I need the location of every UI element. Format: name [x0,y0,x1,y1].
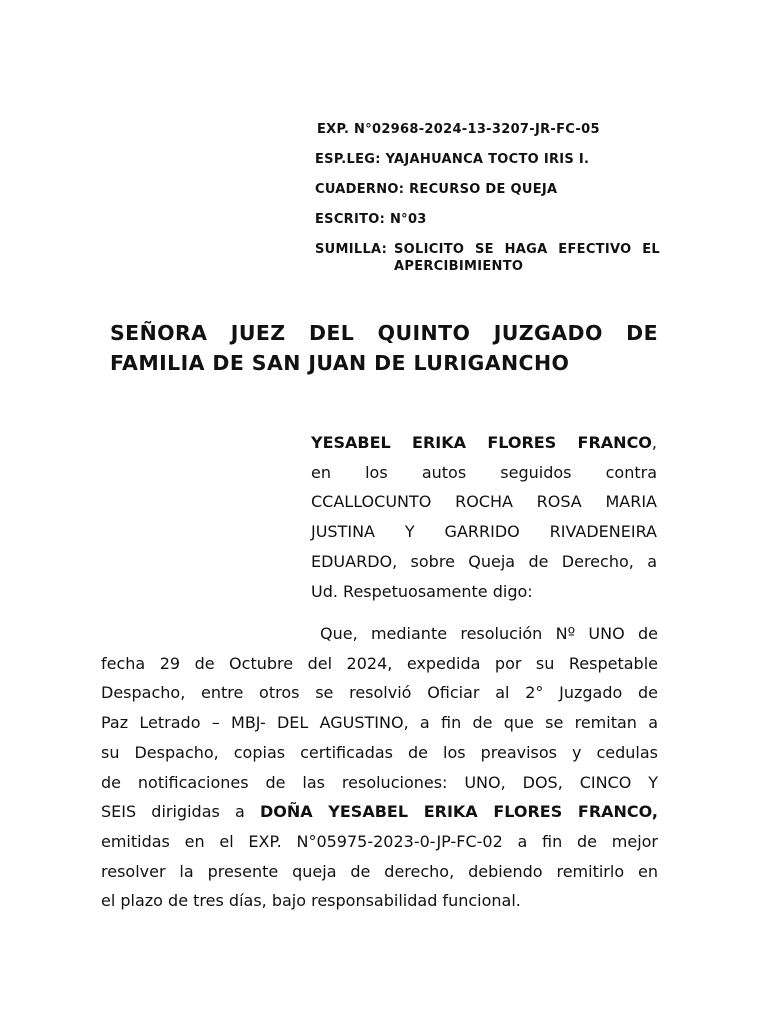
addressee-heading [110,318,658,378]
body-line-9: resolver la presente queja de derecho, debiendo remitirlo en [101,861,658,881]
body-line-7-prefix: SEIS dirigidas a [101,802,245,822]
body-line-4: Paz Letrado – MBJ- DEL AGUSTINO, a fin de que se remitan a [101,713,658,733]
petitioner-name-suffix: , [651,433,657,452]
intro-line-6: Ud. Respetuosamente digo: [311,581,533,601]
body-paragraph [101,619,658,916]
escrito-number: ESCRITO: N°03 [315,212,427,227]
sumilla-label: SUMILLA: [315,242,388,257]
sumilla-text: SOLICITO SE HAGA EFECTIVO EL APERCIBIMIENTO [394,242,660,274]
intro-line-2: en los autos seguidos contra [311,462,657,482]
cuaderno: CUADERNO: RECURSO DE QUEJA [315,182,558,197]
body-line-7 [101,797,658,827]
expediente-number: EXP. N°02968-2024-13-3207-JR-FC-05 [317,122,600,137]
intro-line-4: JUSTINA Y GARRIDO RIVADENEIRA [311,522,657,542]
intro-line-1 [311,428,657,458]
sumilla [315,241,660,275]
intro-paragraph [311,428,657,606]
especialista-legal: ESP.LEG: YAJAHUANCA TOCTO IRIS I. [315,152,590,167]
intro-line-5: EDUARDO, sobre Queja de Derecho, a [311,551,657,571]
body-line-1: Que, mediante resolución Nº UNO de [320,624,658,643]
case-header [315,121,660,275]
body-line-7-bold: DOÑA YESABEL ERIKA FLORES FRANCO, [259,802,659,822]
body-line-6: de notificaciones de las resoluciones: UNO, DOS, CINCO Y [101,772,658,792]
body-line-3: Despacho, entre otros se resolvió Oficiar al 2° Juzgado de [101,683,658,703]
body-line-2: fecha 29 de Octubre del 2024, expedida por su Respetable [101,653,658,673]
body-line-5: su Despacho, copias certificadas de los preavisos y cedulas [101,742,658,762]
petitioner-name: YESABEL ERIKA FLORES FRANCO [311,433,652,452]
addressee-line-1: SEÑORA JUEZ DEL QUINTO JUZGADO DE [110,321,658,345]
body-line-8: emitidas en el EXP. N°05975-2023-0-JP-FC-02 a fin de mejor [101,831,658,851]
addressee-line-2: FAMILIA DE SAN JUAN DE LURIGANCHO [110,351,570,375]
body-line-10: el plazo de tres días, bajo responsabilidad funcional. [101,891,521,911]
intro-line-3: CCALLOCUNTO ROCHA ROSA MARIA [311,492,657,512]
